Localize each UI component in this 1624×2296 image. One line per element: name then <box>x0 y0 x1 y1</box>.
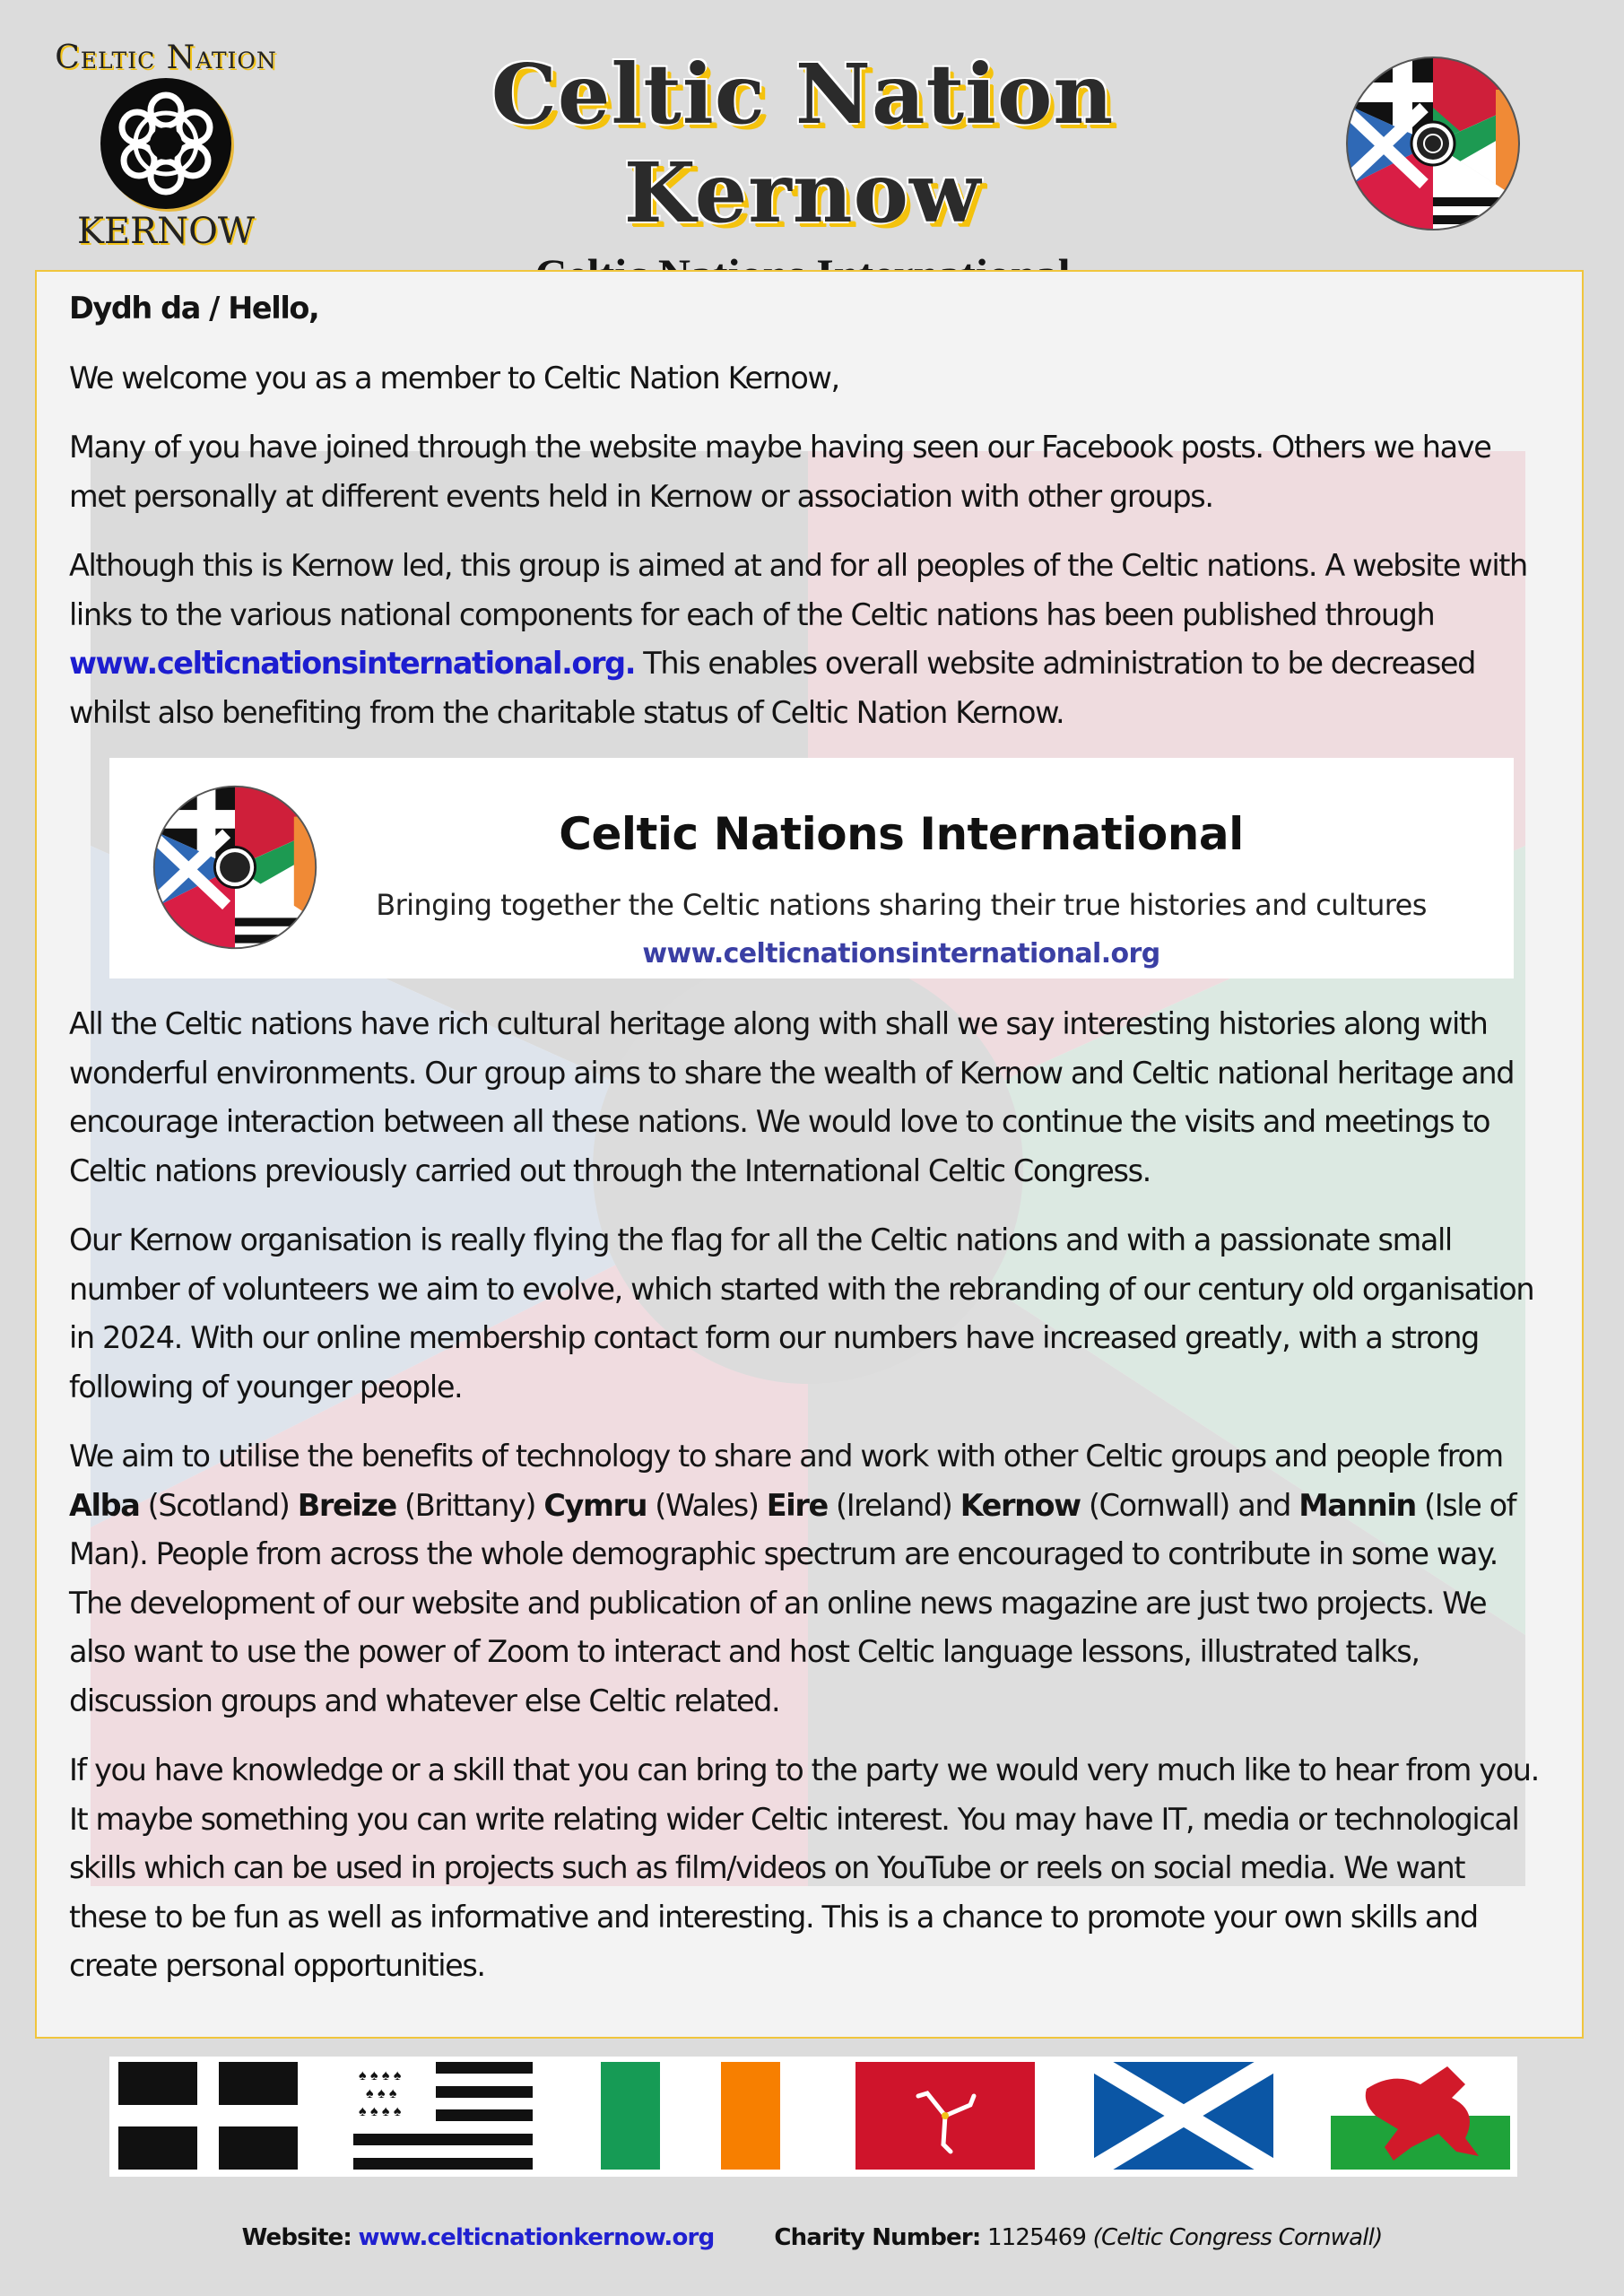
greeting: Dydh da / Hello, <box>69 291 319 326</box>
paragraph-heritage: All the Celtic nations have rich cultural heritage along with shall we say interesting histories along with wonderful environments. Our group aims to share the wealth of Kernow and Celtic national heritage and encourage interaction between all these nations. We would love to continue the visits and meetings to Celtic nations previously carried out through the International Celtic Congress. <box>69 1006 1515 1188</box>
nation-eire: Eire <box>766 1487 828 1523</box>
website-label: Website: <box>241 2224 352 2251</box>
website-link[interactable]: www.celticnationkernow.org <box>358 2224 715 2251</box>
charity-label: Charity Number: <box>774 2224 981 2251</box>
nation-kernow: Kernow <box>960 1487 1081 1523</box>
charity-note: (Celtic Congress Cornwall) <box>1092 2224 1383 2251</box>
svg-text:♠ ♠ ♠: ♠ ♠ ♠ <box>366 2086 397 2101</box>
welcome-line: We welcome you as a member to Celtic Nation Kernow, <box>69 360 839 396</box>
scotland-flag-icon <box>1094 2062 1273 2170</box>
cornwall-flag-icon <box>118 2062 298 2170</box>
title-block <box>305 45 1300 301</box>
paragraph-kernow-led: Although this is Kernow led, this group is aimed at and for all peoples of the Celtic nations. A website with links to the various national components for each of the Celtic nations has been published through www.celticnationsinternational.org. This enables overall website administration to be decreased whilst also benefiting from the charitable status of Celtic Nation Kernow. <box>69 548 1527 730</box>
nation-mannin: Mannin <box>1298 1487 1416 1523</box>
celtic-knot-icon <box>100 78 231 209</box>
nation-breize: Breize <box>297 1487 396 1523</box>
banner-url[interactable]: www.celticnationsinternational.org <box>642 938 1160 970</box>
ireland-flag-icon <box>601 2062 780 2170</box>
header <box>0 0 1624 260</box>
nation-alba: Alba <box>69 1487 140 1523</box>
svg-text:♠ ♠ ♠ ♠: ♠ ♠ ♠ ♠ <box>359 2068 402 2083</box>
logo-top-text: Celtic Nation <box>55 39 277 76</box>
celtic-nation-kernow-logo <box>49 39 282 252</box>
paragraph-skills: If you have knowledge or a skill that you can bring to the party we would very much like to hear from you. It maybe something you can write relating wider Celtic interest. You may have IT, media or technological skills which can be used in projects such as film/videos on YouTube or reels on social media. We want these to be fun as well as informative and interesting. This is a chance to promote your own skills and create personal opportunities. <box>69 1752 1539 1983</box>
isle-of-man-flag-icon <box>855 2062 1035 2170</box>
celtic-nations-flag-wheel-icon <box>1343 54 1523 233</box>
paragraph-joined: Many of you have joined through the website maybe having seen our Facebook posts. Others we have met personally at different events held in Kernow or association with other groups. <box>69 430 1491 514</box>
charity-number: 1125469 <box>986 2224 1087 2251</box>
paragraph-organisation: Our Kernow organisation is really flying the flag for all the Celtic nations and with a passionate small number of volunteers we aim to evolve, which started with the rebranding of our century old organisation in 2024. With our online membership contact form our numbers have increased greatly, with a strong following of younger people. <box>69 1222 1534 1405</box>
footer <box>0 2224 1624 2251</box>
letter-body <box>37 272 1582 1991</box>
wales-flag-icon <box>1331 2062 1510 2170</box>
banner-title: Celtic Nations International <box>559 808 1244 860</box>
letter-box <box>35 270 1584 2039</box>
banner-tagline: Bringing together the Celtic nations sharing their true histories and cultures <box>376 888 1427 922</box>
paragraph-technology: We aim to utilise the benefits of technology to share and work with other Celtic groups and people from Alba (Scotland) Breize (Brittany) Cymru (Wales) Eire (Ireland) Kernow (Cornwall) and Mannin (Isle of Man). People from across the whole demographic spectrum are encouraged to contribute in some way. The development of our website and publication of an online news magazine are just two projects. We also want to use the power of Zoom to interact and host Celtic language lessons, illustrated talks, discussion groups and whatever else Celtic related. <box>69 1439 1516 1718</box>
celtic-nations-international-link[interactable]: www.celticnationsinternational.org. <box>69 646 636 681</box>
brittany-flag-icon <box>353 2062 533 2170</box>
page-title: Celtic Nation Kernow <box>491 46 1115 241</box>
logo-bottom-text: KERNOW <box>76 211 256 252</box>
celtic-nations-international-banner <box>109 758 1514 978</box>
svg-text:♠ ♠ ♠ ♠: ♠ ♠ ♠ ♠ <box>359 2104 402 2119</box>
flags-strip <box>109 2057 1517 2177</box>
flag-wheel-icon <box>151 783 319 952</box>
nation-cymru: Cymru <box>543 1487 647 1523</box>
